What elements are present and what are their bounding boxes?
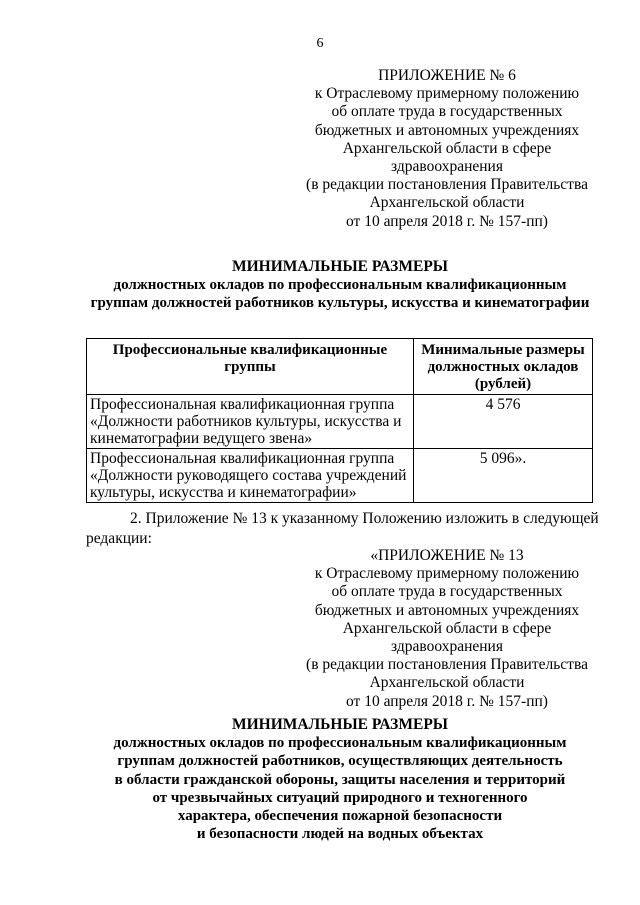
appendix-13-line: Архангельской области в сфере [342, 619, 552, 637]
appendix-13-line: (в редакции постановления Правительства [306, 656, 588, 674]
group-cell: Профессиональная квалификационная группа «Должности руководящего состава учреждений культуры, искусства и кинематографии» [87, 449, 414, 503]
column-header-salary: Минимальные размеры должностных окладов (рублей) [414, 339, 593, 395]
group-cell: Профессиональная квалификационная группа «Должности работников культуры, искусства и кинематографии ведущего звена» [87, 395, 414, 449]
heading-subtitle-line: от чрезвычайных ситуаций природного и техногенного [152, 789, 528, 806]
appendix-6-header [302, 67, 592, 231]
heading-title: МИНИМАЛЬНЫЕ РАЗМЕРЫ [231, 716, 449, 733]
section-heading-culture [40, 258, 640, 313]
heading-subtitle-line: группам должностей работников культуры, искусства и кинематографии [90, 295, 590, 312]
appendix-6-line: (в редакции постановления Правительства [306, 176, 588, 194]
table-row [87, 449, 593, 503]
salary-cell: 5 096». [414, 449, 593, 503]
appendix-6-line: к Отраслевому примерному положению [314, 85, 580, 103]
paragraph-line: редакции: [86, 530, 152, 547]
table-header-row [87, 339, 593, 395]
appendix-6-line: Архангельской области [369, 194, 525, 212]
heading-subtitle-line: и безопасности людей на водных объектах [196, 826, 484, 843]
appendix-6-line: здравоохранения [391, 158, 503, 176]
heading-subtitle-line: должностных окладов по профессиональным квалификационным [113, 277, 567, 294]
paragraph-2 [86, 509, 599, 549]
appendix-6-line: бюджетных и автономных учреждениях [314, 121, 580, 139]
appendix-13-header [302, 547, 592, 711]
paragraph-line: 2. Приложение № 13 к указанному Положению изложить в следующей [130, 510, 599, 527]
appendix-13-line: Архангельской области [369, 674, 525, 692]
appendix-13-line: об оплате труда в государственных [331, 583, 563, 601]
salary-table [86, 338, 593, 503]
appendix-6-line: Архангельской области в сфере [342, 139, 552, 157]
appendix-6-line: ПРИЛОЖЕНИЕ № 6 [378, 67, 516, 84]
salary-cell: 4 576 [414, 395, 593, 449]
table-row [87, 395, 593, 449]
heading-subtitle-line: характера, обеспечения пожарной безопасности [177, 808, 503, 825]
page-number: 6 [316, 36, 324, 51]
appendix-13-line: здравоохранения [391, 638, 503, 656]
appendix-13-line: к Отраслевому примерному положению [314, 565, 580, 583]
heading-subtitle-line: в области гражданской обороны, защиты населения и территорий [114, 771, 566, 788]
heading-title: МИНИМАЛЬНЫЕ РАЗМЕРЫ [231, 258, 449, 275]
section-heading-civil-defense [40, 716, 640, 843]
heading-subtitle-line: должностных окладов по профессиональным квалификационным [113, 735, 567, 752]
appendix-6-line: от 10 апреля 2018 г. № 157-пп) [346, 212, 548, 230]
appendix-13-line: от 10 апреля 2018 г. № 157-пп) [346, 692, 548, 710]
appendix-13-line: «ПРИЛОЖЕНИЕ № 13 [370, 547, 524, 564]
appendix-6-line: об оплате труда в государственных [331, 103, 563, 121]
heading-subtitle-line: группам должностей работников, осуществляющих деятельность [117, 753, 563, 770]
appendix-13-line: бюджетных и автономных учреждениях [314, 601, 580, 619]
column-header-groups: Профессиональные квалификационные группы [87, 339, 414, 395]
